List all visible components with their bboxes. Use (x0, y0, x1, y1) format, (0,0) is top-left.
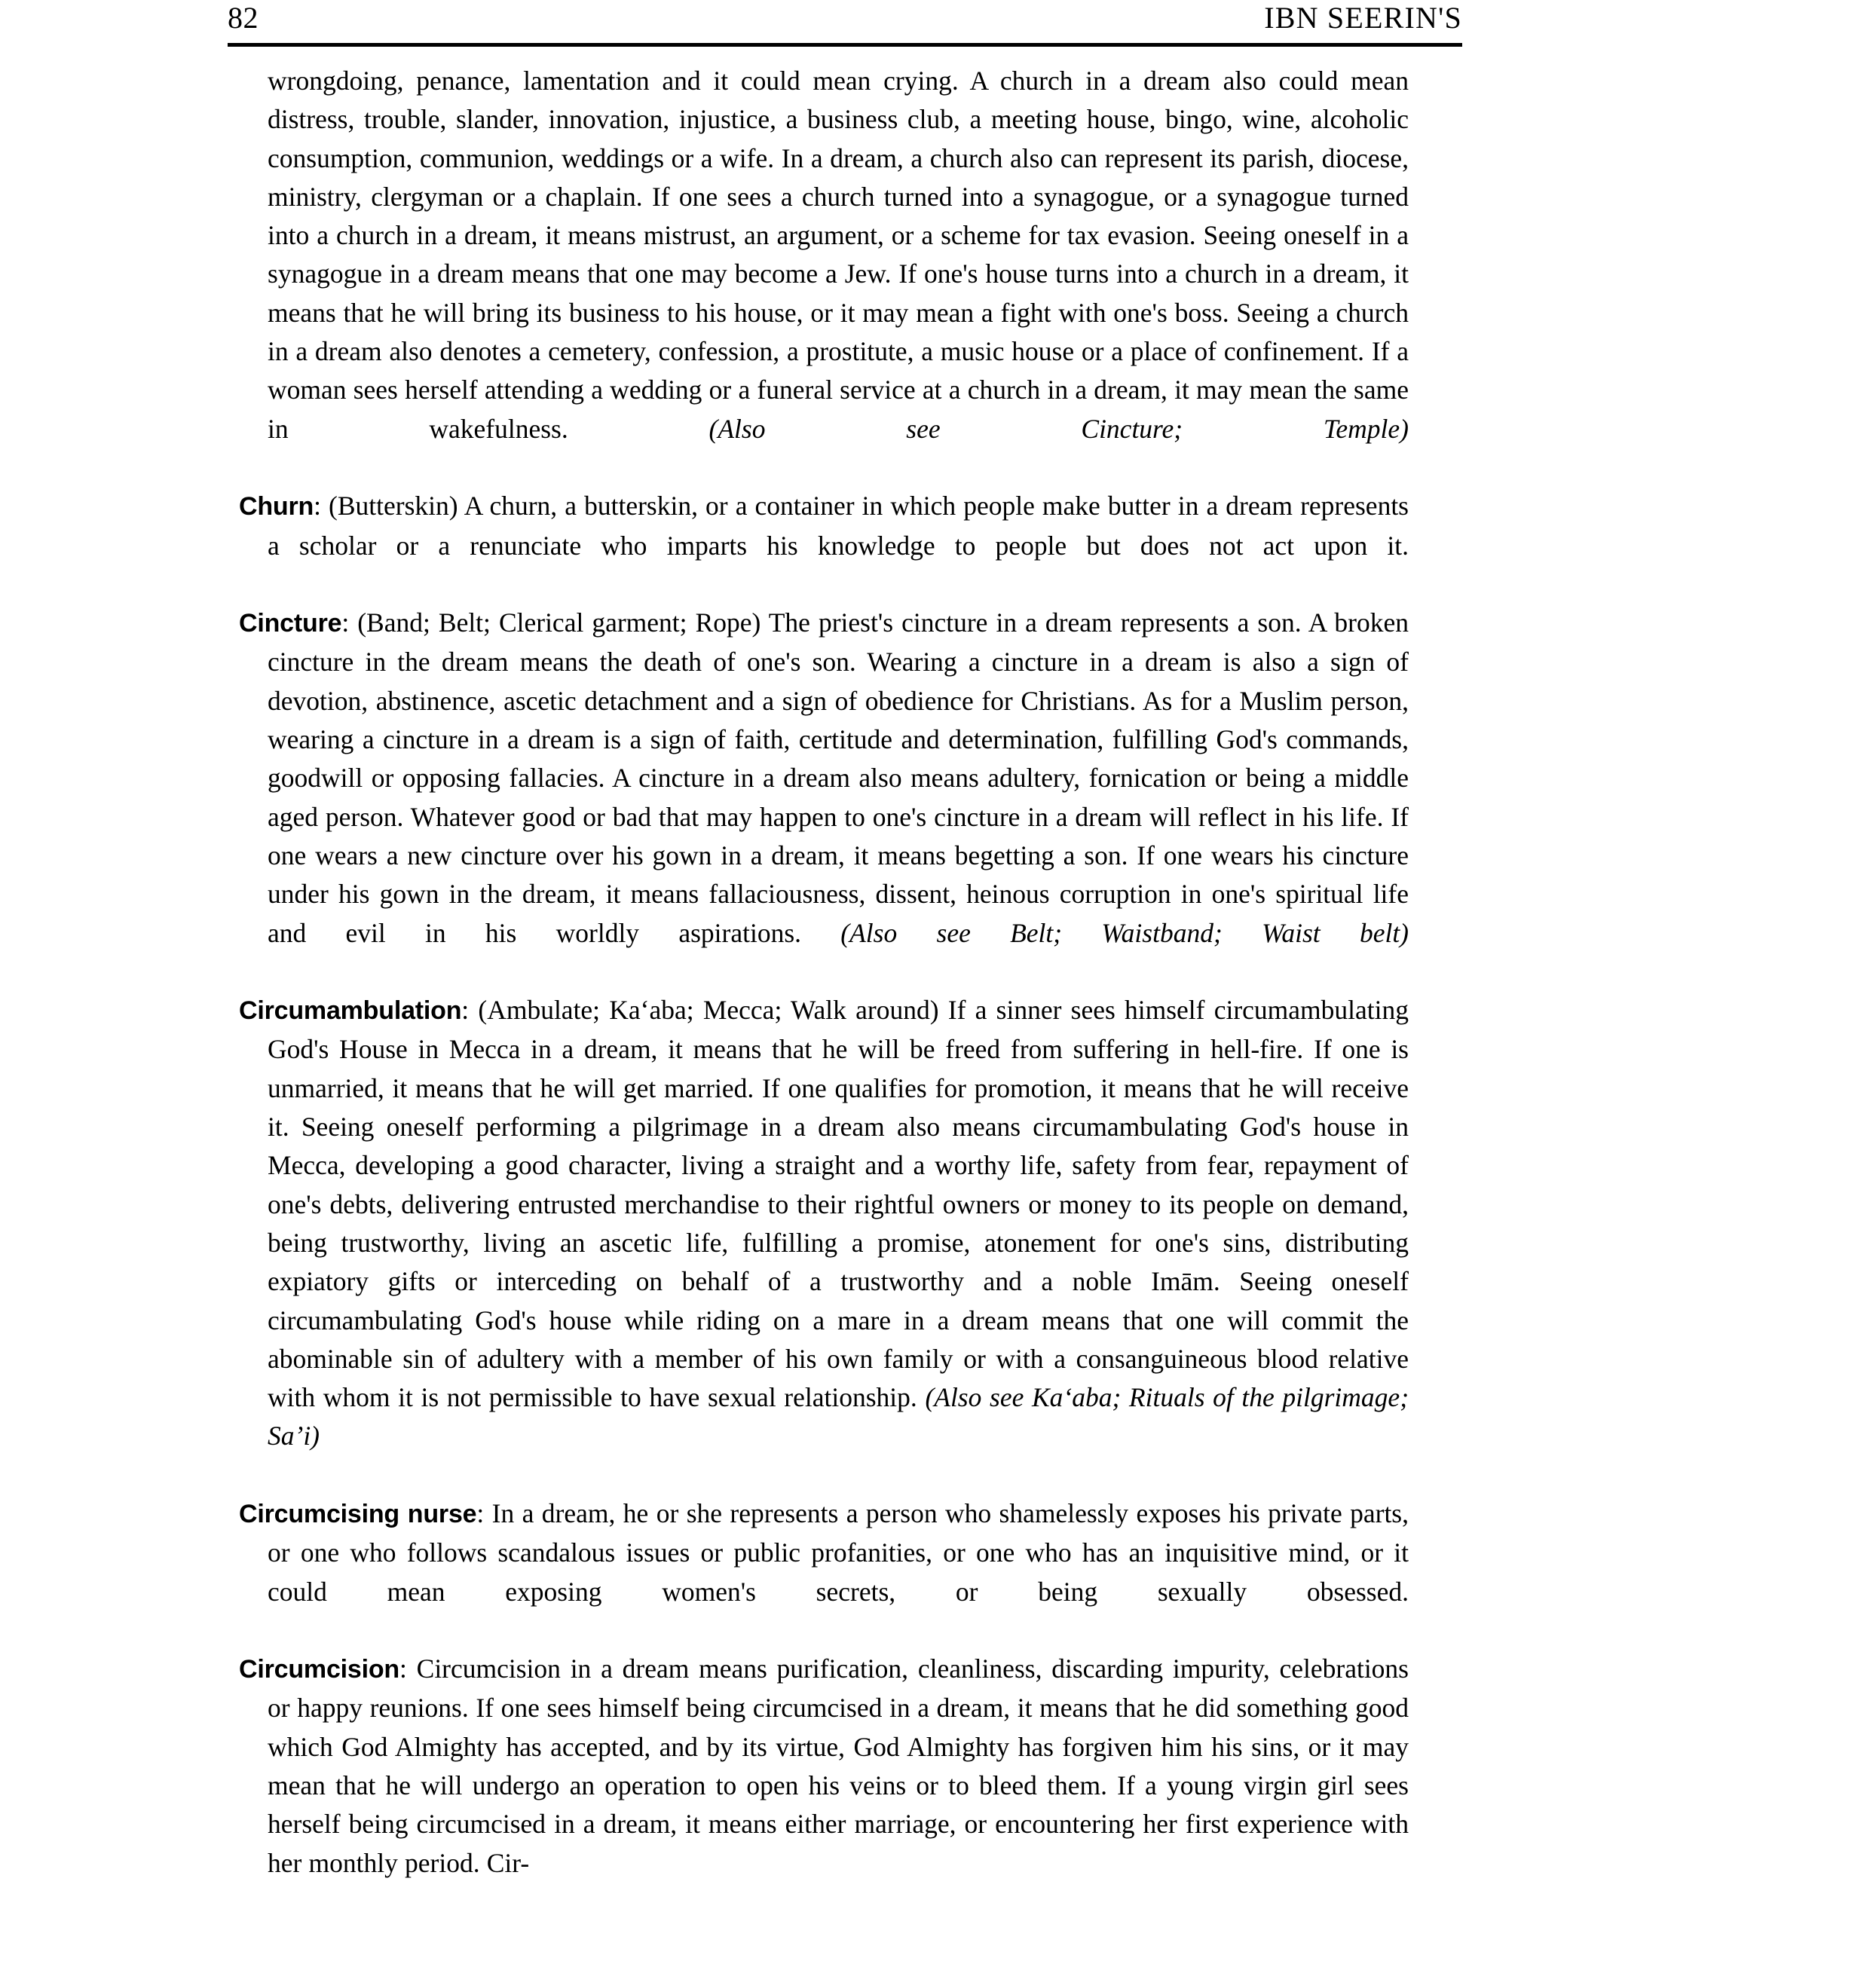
entry-headword: Churn (239, 492, 314, 522)
entry-body-text: : (Butterskin) A churn, a butterskin, or a container in which people make butter in a dream represents a scholar or a renunciate who imparts his knowledge to people but does not act upon it. (268, 491, 1409, 561)
entry-body-text: : In a dream, he or she represents a person who shamelessly exposes his private parts, or one who follows scandalous issues or public profanities, or one who has an inquisitive mind, or it could mean exposing women's secrets, or being sexually obsessed. (268, 1497, 1409, 1607)
entry-churn (239, 487, 1409, 604)
entry-cross-reference: (Also see Cincture; Temple) (708, 413, 1409, 444)
running-head-title: IBN SEERIN'S (1264, 1, 1462, 35)
entry-body-text: : Circumcision in a dream means purification, cleanliness, discarding impurity, celebrations or happy reunions. If one sees himself being circumcised in a dream, it means that he did something good which God Almighty has accepted, and by its virtue, God Almighty has forgiven him his sins, or it may mean that he will undergo an operation to open his veins or to bleed them. If a young virgin girl sees herself being circumcised in a dream, it means either marriage, or encountering her first experience with her monthly period. Cir- (268, 1653, 1409, 1878)
entry-circumambulation (239, 991, 1409, 1494)
entry-cross-reference: (Also see Kaʻaba; Rituals of the pilgrimage; Saʼi) (268, 1382, 1409, 1451)
entry-body-text: : (Band; Belt; Clerical garment; Rope) The priest's cincture in a dream represents a son. A broken cincture in the dream means the death of one's son. Wearing a cincture in a dream is also a sign of devotion, abstinence, ascetic detachment and a sign of obedience for Christians. As for a Muslim person, wearing a cincture in a dream is a sign of faith, certitude and determination, fulfilling God's commands, goodwill or opposing fallacies. A cincture in a dream also means adultery, fornication or being a middle aged person. Whatever good or bad that may happen to one's cincture in a dream will reflect in his life. If one wears a new cincture over his gown in a dream, it means begetting a son. If one wears his cincture under his gown in the dream, it means fallaciousness, dissent, heinous corruption in one's spiritual life and evil in his worldly aspirations. (268, 607, 1409, 948)
page-number: 82 (228, 1, 259, 35)
entry-body-text: wrongdoing, penance, lamentation and it could mean crying. A church in a dream also could mean distress, trouble, slander, innovation, injustice, a business club, a meeting house, bingo, wine, alcoholic consumption, communion, weddings or a wife. In a dream, a church also can represent its parish, diocese, ministry, clergyman or a chaplain. If one sees a church turned into a synagogue, or a synagogue turned into a church in a dream, it means mistrust, an argument, or a scheme for tax evasion. Seeing oneself in a synagogue in a dream means that one may become a Jew. If one's house turns into a church in a dream, it means that he will bring its business to his house, or it may mean a fight with one's boss. Seeing a church in a dream also denotes a cemetery, confession, a prostitute, a music house or a place of confinement. If a woman sees herself attending a wedding or a funeral service at a church in a dream, it may mean the same in wakefulness. (268, 66, 1409, 444)
entry-headword: Circumcision (239, 1655, 399, 1684)
entry-headword: Circumambulation (239, 996, 462, 1026)
text-body-column (239, 62, 1409, 1883)
entry-cincture (239, 604, 1409, 991)
entry-circumcising-nurse (239, 1494, 1409, 1650)
running-head (211, 0, 1462, 47)
entry-circumcision (239, 1650, 1409, 1883)
entry-body-text: : (Ambulate; Kaʻaba; Mecca; Walk around) If a sinner sees himself circumambulating God's House in Mecca in a dream, it means that he will be freed from suffering in hell-fire. If one is unmarried, it means that he will get married. If one qualifies for promotion, it means that he will receive it. Seeing oneself performing a pilgrimage in a dream also means circumambulating God's house in Mecca, developing a good character, living a straight and a worthy life, safety from fear, repayment of one's debts, delivering entrusted merchandise to their rightful owners or money to its people on demand, being trustworthy, living an ascetic life, fulfilling a promise, atonement for one's sins, distributing expiatory gifts or interceding on behalf of a trustworthy and a noble Imām. Seeing oneself circumambulating God's house while riding on a mare in a dream means that one will commit the abominable sin of adultery with a member of his own family or with a consanguineous blood relative with whom it is not permissible to have sexual relationship. (268, 995, 1409, 1413)
entry-headword: Cincture (239, 609, 342, 638)
header-divider-rule (228, 43, 1462, 47)
entry-cross-reference: (Also see Belt; Waistband; Waist belt) (840, 917, 1409, 948)
entry-headword: Circumcising nurse (239, 1499, 477, 1528)
entry-paragraph-continued (239, 62, 1409, 487)
